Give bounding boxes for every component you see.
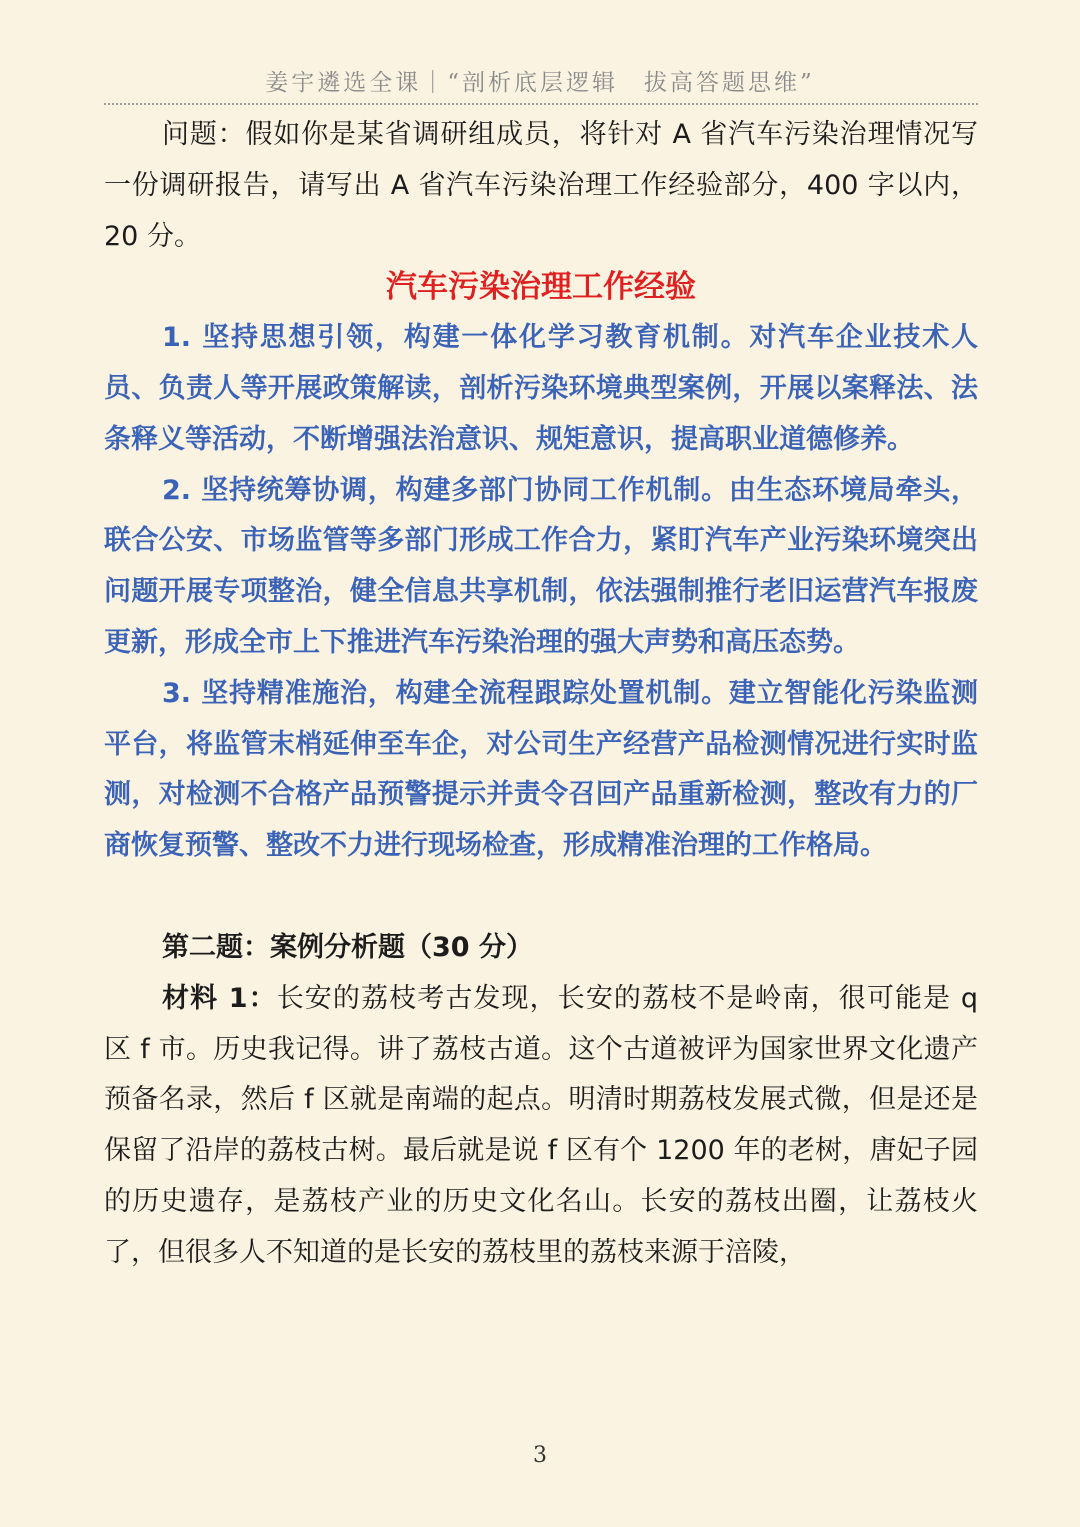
- question-text: 问题：假如你是某省调研组成员，将针对 A 省汽车污染治理情况写一份调研报告，请写出 A 省汽车污染治理工作经验部分，400 字以内，20 分。: [104, 119, 978, 252]
- answer-paragraph-3: 3. 坚持精准施治，构建全流程跟踪处置机制。建立智能化污染监测平台，将监管末梢延伸至车企，对公司生产经营产品检测情况进行实时监测，对检测不合格产品预警提示并责令召回产品重新检测，整改有力的厂商恢复预警、整改不力进行现场检查，形成精准治理的工作格局。: [104, 677, 978, 862]
- page-header: 姜宇遴选全课｜“剖析底层逻辑 拔高答题思维”: [265, 70, 815, 96]
- answer-paragraph-2: 2. 坚持统筹协调，构建多部门协同工作机制。由生态环境局牵头，联合公安、市场监管等多部门形成工作合力，紧盯汽车产业污染环境突出问题开展专项整治，健全信息共享机制，依法强制推行老旧运营汽车报废更新，形成全市上下推进汽车污染治理的强大声势和高压态势。: [104, 474, 978, 658]
- material-label: 材料 1：: [162, 982, 277, 1014]
- page-content: [104, 110, 978, 1279]
- material-text: 长安的荔枝考古发现，长安的荔枝不是岭南，很可能是 q 区 f 市。历史我记得。讲了荔枝古道。这个古道被评为国家世界文化遗产预备名录，然后 f 区就是南端的起点。明清时期荔枝发展式微，但是还是保留了沿岸的荔枝古树。最后就是说 f 区有个 1200 年的老树，唐妃子园的历史遗存，是荔枝产业的历史文化名山。长安的荔枝出圈，让荔枝火了，但很多人不知道的是长安的荔枝里的荔枝来源于涪陵，: [104, 982, 978, 1268]
- section-spacer: [104, 872, 978, 923]
- section-title: 第二题：案例分析题（30 分）: [162, 931, 533, 963]
- header-divider: [104, 103, 978, 105]
- material-paragraph: [104, 974, 978, 1279]
- answer-title: 汽车污染治理工作经验: [386, 269, 696, 306]
- answer-paragraph-1: 1. 坚持思想引领，构建一体化学习教育机制。对汽车企业技术人员、负责人等开展政策解读，剖析污染环境典型案例，开展以案释法、法条释义等活动，不断增强法治意识、规矩意识，提高职业道德修养。: [104, 322, 978, 455]
- page-number: 3: [533, 1443, 547, 1468]
